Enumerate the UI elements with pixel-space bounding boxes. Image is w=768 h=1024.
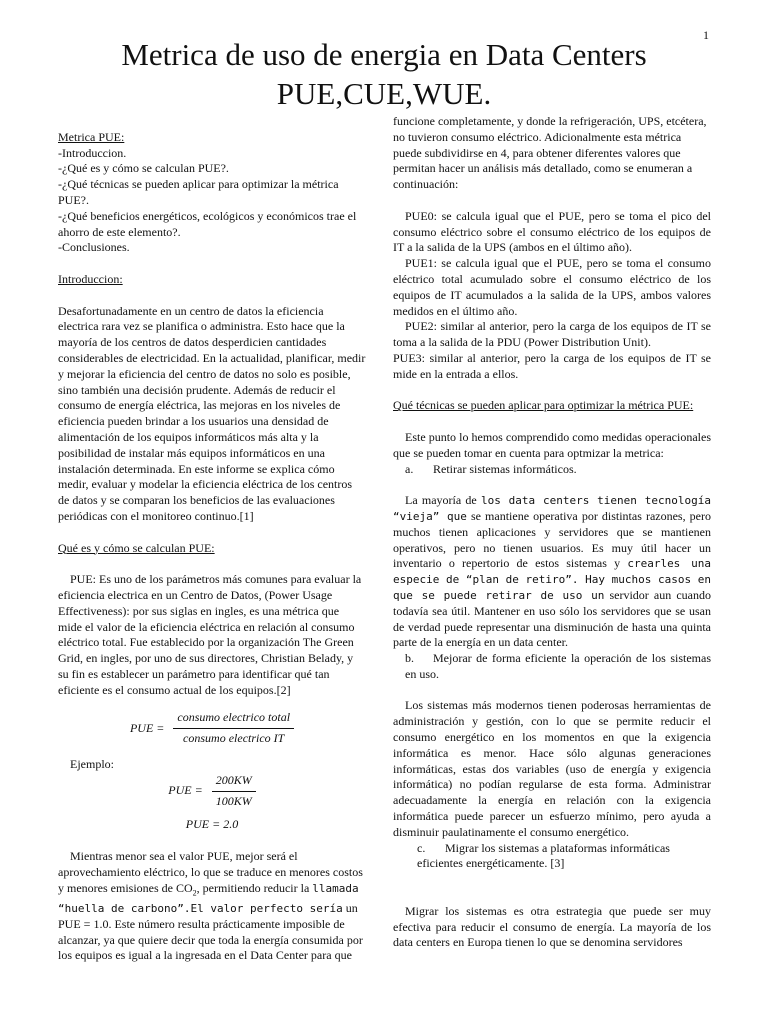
formula-numerator: consumo electrico total — [173, 710, 294, 729]
example-lhs: PUE = — [168, 783, 203, 798]
list-text-b: Mejorar de forma eficiente la operación de los sistemas en uso. — [405, 651, 711, 681]
formula-lhs: PUE = — [129, 720, 165, 735]
list-label-a: a. — [405, 461, 414, 476]
toc-item: -¿Qué técnicas se pueden aplicar para optimizar la métrica PUE?. — [58, 177, 339, 207]
techniques-intro: Este punto lo hemos comprendido como medidas operacionales que se pueden tomar en cuenta para optmizar la metrica: — [393, 429, 711, 460]
closing-paragraph — [58, 849, 366, 964]
title-line-1: Metrica de uso de energia en Data Centers — [121, 37, 647, 72]
paragraph-a-handwritten-1: los data centers tienen tecnología “vieja” que — [393, 494, 711, 523]
left-column — [58, 114, 366, 964]
list-text-c: Migrar los sistemas a plataformas informáticas eficientes energéticamente. [3] — [417, 840, 670, 871]
pue3-paragraph: PUE3: similar al anterior, pero la carga de los equipos de IT se mide en la entrada a ellos. — [393, 350, 711, 381]
list-item-c — [393, 841, 711, 873]
paragraph-a-text-1: La mayoría de — [405, 493, 481, 508]
title-line-2: PUE,CUE,WUE. — [276, 76, 492, 111]
pue2-paragraph: PUE2: similar al anterior, pero la carga de los equipos de IT se toma a la salida de la PDU (Power Distribution Unit). — [393, 319, 711, 350]
list-item-b — [393, 651, 711, 683]
formula-fraction — [173, 710, 294, 747]
example-formula — [58, 773, 366, 810]
closing-text-a: Mientras menor sea el valor PUE, mejor será el aprovechamiento eléctrico, lo que se traduce en menores costos y menores emisiones de CO — [58, 849, 363, 895]
toc-item: -Conclusiones. — [58, 240, 130, 255]
paragraph-a-handwritten-2: crearles una especie de “plan de retiro”. Hay muchos casos en que se puede retirar de uso un — [393, 557, 711, 602]
pue-heading: Qué es y cómo se calculan PUE: — [58, 540, 215, 555]
formula-denominator: consumo electrico IT — [183, 731, 285, 746]
intro-heading: Introduccion: — [58, 271, 123, 286]
techniques-heading: Qué técnicas se pueden aplicar para optimizar la métrica PUE: — [393, 398, 694, 413]
paragraph-c: Migrar los sistemas es otra estrategia que puede ser muy efectiva para reducir el consumo de energía. La mayoría de los data centers en Europa tienen lo que se denomina servidores — [393, 903, 711, 950]
pue1-paragraph: PUE1: se calcula igual que el PUE, pero se toma el consumo eléctrico total acumulado sobre el consumo eléctrico de los equipos de IT acumulados a la salida de la UPS, ambos valores medidos en el último año. — [393, 256, 711, 318]
list-text-a: Retirar sistemas informáticos. — [433, 461, 577, 476]
pue0-paragraph: PUE0: se calcula igual que el PUE, pero se toma el pico del consumo eléctrico sobre el consumo eléctrico de los equipos de IT a la salida de la UPS (ambos en el último año). — [393, 208, 711, 255]
list-label-c: c. — [417, 840, 426, 855]
example-numerator: 200KW — [212, 773, 256, 792]
closing-text-b: , permitiendo reducir la — [196, 880, 313, 895]
example-result: PUE = 2.0 — [185, 817, 239, 832]
pue-paragraph: PUE: Es uno de los parámetros más comunes para evaluar la eficiencia electrica en un Centro de Datos, (Power Usage Effectiveness): por sus siglas en ingles, es una métrica que mide el valor de la eficiencia eléctrica en relación al consumo eléctrico total. Fue establecido por la organización The Green Grid, en ingles, por uno de sus directores, Christian Belady, y su fin es establecer un parámetro para identificar qué tan eficiente es el consumo actual de los equipos.[2] — [58, 572, 362, 697]
paragraph-b: Los sistemas más modernos tienen poderosas herramientas de administración y gestión, con lo que se permite reducir el consumo energético en los momentos en que la exigencia informática es menor. Hace sólo algunas generaciones informáticas, estas dos variables (uso de energía y exigencia informática) no podían regularse de esta forma. Administrar adecuadamente la energía en relación con la exigencia informática puede parecer un esfuerzo mínimo, pero ayuda a disminuir paulatinamente el consumo energético. — [393, 698, 711, 839]
example-label: Ejemplo: — [70, 757, 114, 772]
right-column — [393, 114, 711, 951]
paragraph-a-text-3: servidor aun cuando todavía sea útil. Mantener en uso sólo los servidores que se usan de verdad puede representar una disminución de hasta una quinta parte de la energía en un data center. — [393, 587, 711, 650]
intro-paragraph: Desafortunadamente en un centro de datos la eficiencia electrica rara vez se planifica o administra. Esto hace que la mayoría de los centros de datos desperdicien cantidades considerables de electricidad. En la actualidad, planificar, medir y mejorar la eficiencia del centro de datos no solo es posible, sino también una decisión prudente. Además de reducir el consumo de energía eléctrica, las mejoras en los niveles de eficiencia pueden brindar a los usuarios una densidad de alimentación de los equipos informáticos más alta y la posibilidad de instalar más equipos informáticos en una instalación determinada. En este informe se explica cómo medir, evaluar y modelar la eficiencia eléctrica de los centros de datos y se comparan los beneficios de las evaluaciones periódicas con el monitoreo continuo.[1] — [58, 303, 366, 523]
list-label-b: b. — [405, 651, 414, 666]
toc-item: -¿Qué beneficios energéticos, ecológicos y económicos trae el ahorro de este elemento?. — [58, 208, 357, 239]
pue-formula — [58, 710, 366, 747]
page-number: 1 — [703, 28, 709, 42]
list-item-a — [393, 462, 711, 478]
toc-item: -¿Qué es y cómo se calculan PUE?. — [58, 161, 229, 176]
toc-heading: Metrica PUE: — [58, 129, 125, 144]
closing-text-c: un PUE = 1.0. Este número resulta prácticamente imposible de alcanzar, ya que quiere decir que toda la energía consumida por los equipos es igual a la ingresada en el Data Center para que — [58, 901, 363, 963]
co2-subscript: 2 — [192, 888, 197, 898]
continued-paragraph: funcione completamente, y donde la refrigeración, UPS, etcétera, no tuvieron consumo eléctrico. Adicionalmente esta métrica puede subdividirse en 4, para obtener diferentes valores que permitan hacer un análisis más detallado, como se enumeran a continuación: — [393, 114, 707, 192]
example-denominator: 100KW — [215, 793, 252, 808]
document-title — [0, 35, 768, 113]
paragraph-a-text-2: se mantiene operativa por distintas razones, pero muchos tienen aplicaciones y servidores que se mantienen operativos, pero no tienen usuarios. Es muy útil hacer un inventario o repertorio de estos sistemas y — [393, 508, 711, 571]
example-fraction — [212, 773, 256, 810]
paragraph-a — [393, 493, 711, 651]
toc-item: -Introduccion. — [58, 145, 127, 160]
closing-handwritten-text: llamada “huella de carbono”.El valor perfecto sería — [58, 881, 359, 916]
